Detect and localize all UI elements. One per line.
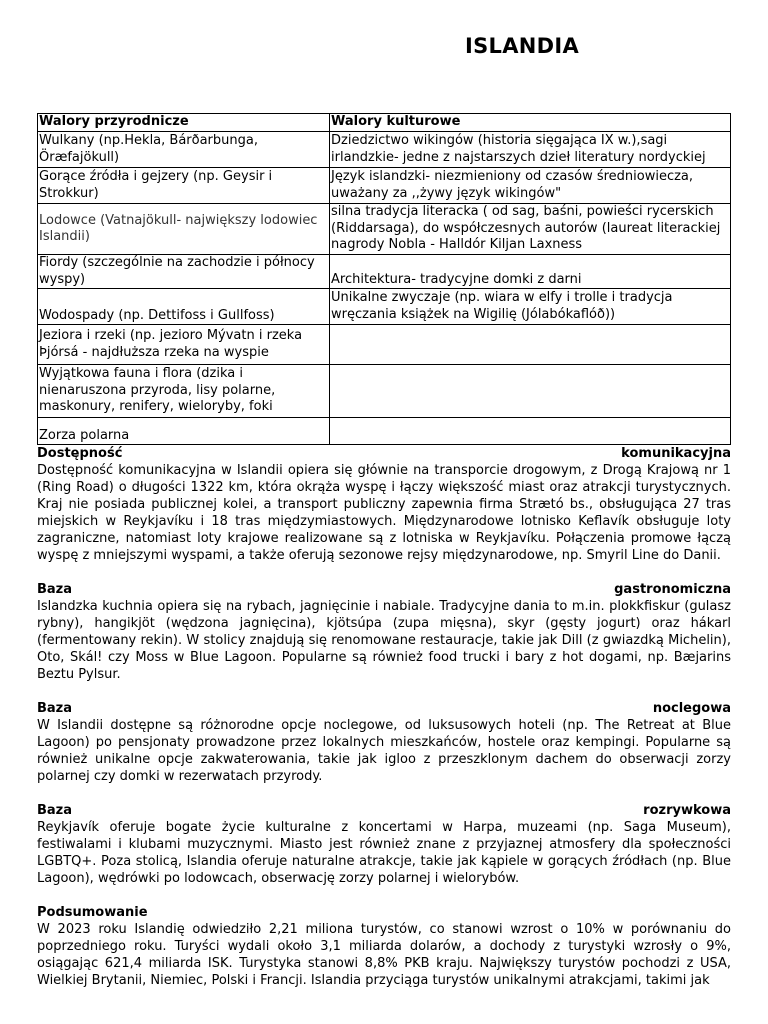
table-row: [38, 255, 731, 289]
natural-cell: Wodospady (np. Dettifoss i Gullfoss): [38, 289, 330, 325]
natural-cell: Lodowce (Vatnajökull- największy lodowiec Islandii): [38, 204, 330, 255]
section-accommodation: [37, 700, 731, 785]
table-row: [38, 204, 731, 255]
section-body: W 2023 roku Islandię odwiedziło 2,21 miliona turystów, co stanowi wzrost o 10% w porównaniu do poprzedniego roku. Turyści wydali około 3,1 miliarda dolarów, a dochody z turystyki wzrosły o 9%, osiągając 621,4 miliarda ISK. Turystyka stanowi 8,8% PKB kraju. Największy turystów pochodzi z USA, Wielkiej Brytanii, Niemiec, Polski i Francji. Islandia przyciąga turystów unikalnymi atrakcjami, takimi jak: [37, 922, 731, 988]
section-heading-left: Podsumowanie: [37, 905, 148, 920]
header-natural-values: Walory przyrodnicze: [38, 114, 330, 132]
section-heading-left: Baza: [37, 803, 73, 818]
text-sections: [37, 445, 731, 989]
section-heading-right: rozrywkowa: [643, 803, 731, 818]
section-body: Islandzka kuchnia opiera się na rybach, jagnięcinie i nabiale. Tradycyjne dania to m.in. plokkfiskur (gulasz rybny), hangikjöt (wędzona jagnięcina), kjötsúpa (zupa mięsna), skyr (gęsty jogurt) oraz hákarl (fermentowany rekin). W stolicy znajdują się renomowane restauracje, takie jak Dill (z gwiazdką Michelin), Oto, Skál! czy Moss w Blue Lagoon. Popularne są również food trucki i bary z hot dogami, np. Bæjarins Beztu Pylsur.: [37, 599, 731, 682]
section-accessibility: [37, 445, 731, 564]
natural-cell: Gorące źródła i gejzery (np. Geysir i Strokkur): [38, 168, 330, 204]
section-heading-left: Baza: [37, 582, 73, 597]
section-heading-left: Baza: [37, 701, 73, 716]
natural-cell: Zorza polarna: [38, 418, 330, 445]
natural-cell: Wulkany (np.Hekla, Bárðarbunga, Öræfajökull): [38, 132, 330, 168]
section-heading-left: Dostępność: [37, 446, 123, 461]
cultural-cell: [330, 365, 731, 418]
section-heading: [37, 581, 731, 598]
section-heading: [37, 700, 731, 717]
section-heading: [37, 904, 731, 921]
cultural-cell: silna tradycja literacka ( od sag, baśni, powieści rycerskich (Riddarsaga), do współczesnych autorów (laureat literackiej nagrody Nobla - Halldór Kiljan Laxness: [330, 204, 731, 255]
table-row: [38, 365, 731, 418]
section-summary: [37, 904, 731, 989]
cultural-cell: [330, 418, 731, 445]
section-gastronomy: [37, 581, 731, 683]
section-body: W Islandii dostępne są różnorodne opcje noclegowe, od luksusowych hoteli (np. The Retreat at Blue Lagoon) po pensjonaty prowadzone przez lokalnych mieszkańców, hostele oraz kempingi. Popularne są również unikalne opcje zakwaterowania, takie jak igloo z przeszklonym dachem do obserwacji zorzy polarnej czy domki w rezerwatach przyrody.: [37, 718, 731, 784]
table-row: [38, 132, 731, 168]
section-body: Reykjavík oferuje bogate życie kulturalne z koncertami w Harpa, muzeami (np. Saga Museum), festiwalami i klubami muzycznymi. Miasto jest również znane z przyjaznej atmosfery dla społeczności LGBTQ+. Poza stolicą, Islandia oferuje naturalne atrakcje, takie jak kąpiele w gorących źródłach (np. Blue Lagoon), wędrówki po lodowcach, obserwację zorzy polarnej i wielorybów.: [37, 820, 731, 886]
table-row: [38, 168, 731, 204]
section-heading-right: gastronomiczna: [614, 582, 731, 597]
table-row: [38, 289, 731, 325]
cultural-cell: [330, 325, 731, 365]
cultural-cell: Architektura- tradycyjne domki z darni: [330, 255, 731, 289]
section-heading: [37, 802, 731, 819]
header-cultural-values: Walory kulturowe: [330, 114, 731, 132]
section-heading-right: komunikacyjna: [621, 446, 731, 461]
table-row: [38, 325, 731, 365]
attractions-table: [37, 113, 731, 445]
table-row: [38, 418, 731, 445]
cultural-cell: Język islandzki- niezmieniony od czasów średniowiecza, uważany za ,,żywy język wikingów": [330, 168, 731, 204]
section-heading-right: noclegowa: [652, 701, 731, 716]
section-body: Dostępność komunikacyjna w Islandii opiera się głównie na transporcie drogowym, z Drogą Krajową nr 1 (Ring Road) o długości 1322 km, która okrąża wyspę i łączy większość miast oraz atrakcji turystycznych. Kraj nie posiada publicznej kolei, a transport publiczny zapewnia firma Strætó bs., obsługująca 27 tras miejskich w Reykjavíku i 18 tras międzymiastowych. Międzynarodowe lotnisko Keflavík obsługuje loty zagraniczne, natomiast loty krajowe realizowane są z lotniska w Reykjavíku. Połączenia promowe łączą wyspę z mniejszymi wyspami, a także oferują sezonowe rejsy międzynarodowe, np. Smyril Line do Danii.: [37, 463, 731, 563]
section-heading: [37, 445, 731, 462]
cultural-cell: Unikalne zwyczaje (np. wiara w elfy i trolle i tradycja wręczania książek na Wigilię (Jólabókaflóð)): [330, 289, 731, 325]
cultural-cell: Dziedzictwo wikingów (historia sięgająca IX w.),sagi irlandzkie- jedne z najstarszych dzieł literatury nordyckiej: [330, 132, 731, 168]
natural-cell: Jeziora i rzeki (np. jezioro Mývatn i rzeka Þjórsá - najdłuższa rzeka na wyspie: [38, 325, 330, 365]
table-header-row: [38, 114, 731, 132]
document-title: ISLANDIA: [465, 34, 580, 58]
section-entertainment: [37, 802, 731, 887]
natural-cell: Fiordy (szczególnie na zachodzie i północy wyspy): [38, 255, 330, 289]
natural-cell: Wyjątkowa fauna i flora (dzika i nienaruszona przyroda, lisy polarne, maskonury, renifery, wieloryby, foki: [38, 365, 330, 418]
